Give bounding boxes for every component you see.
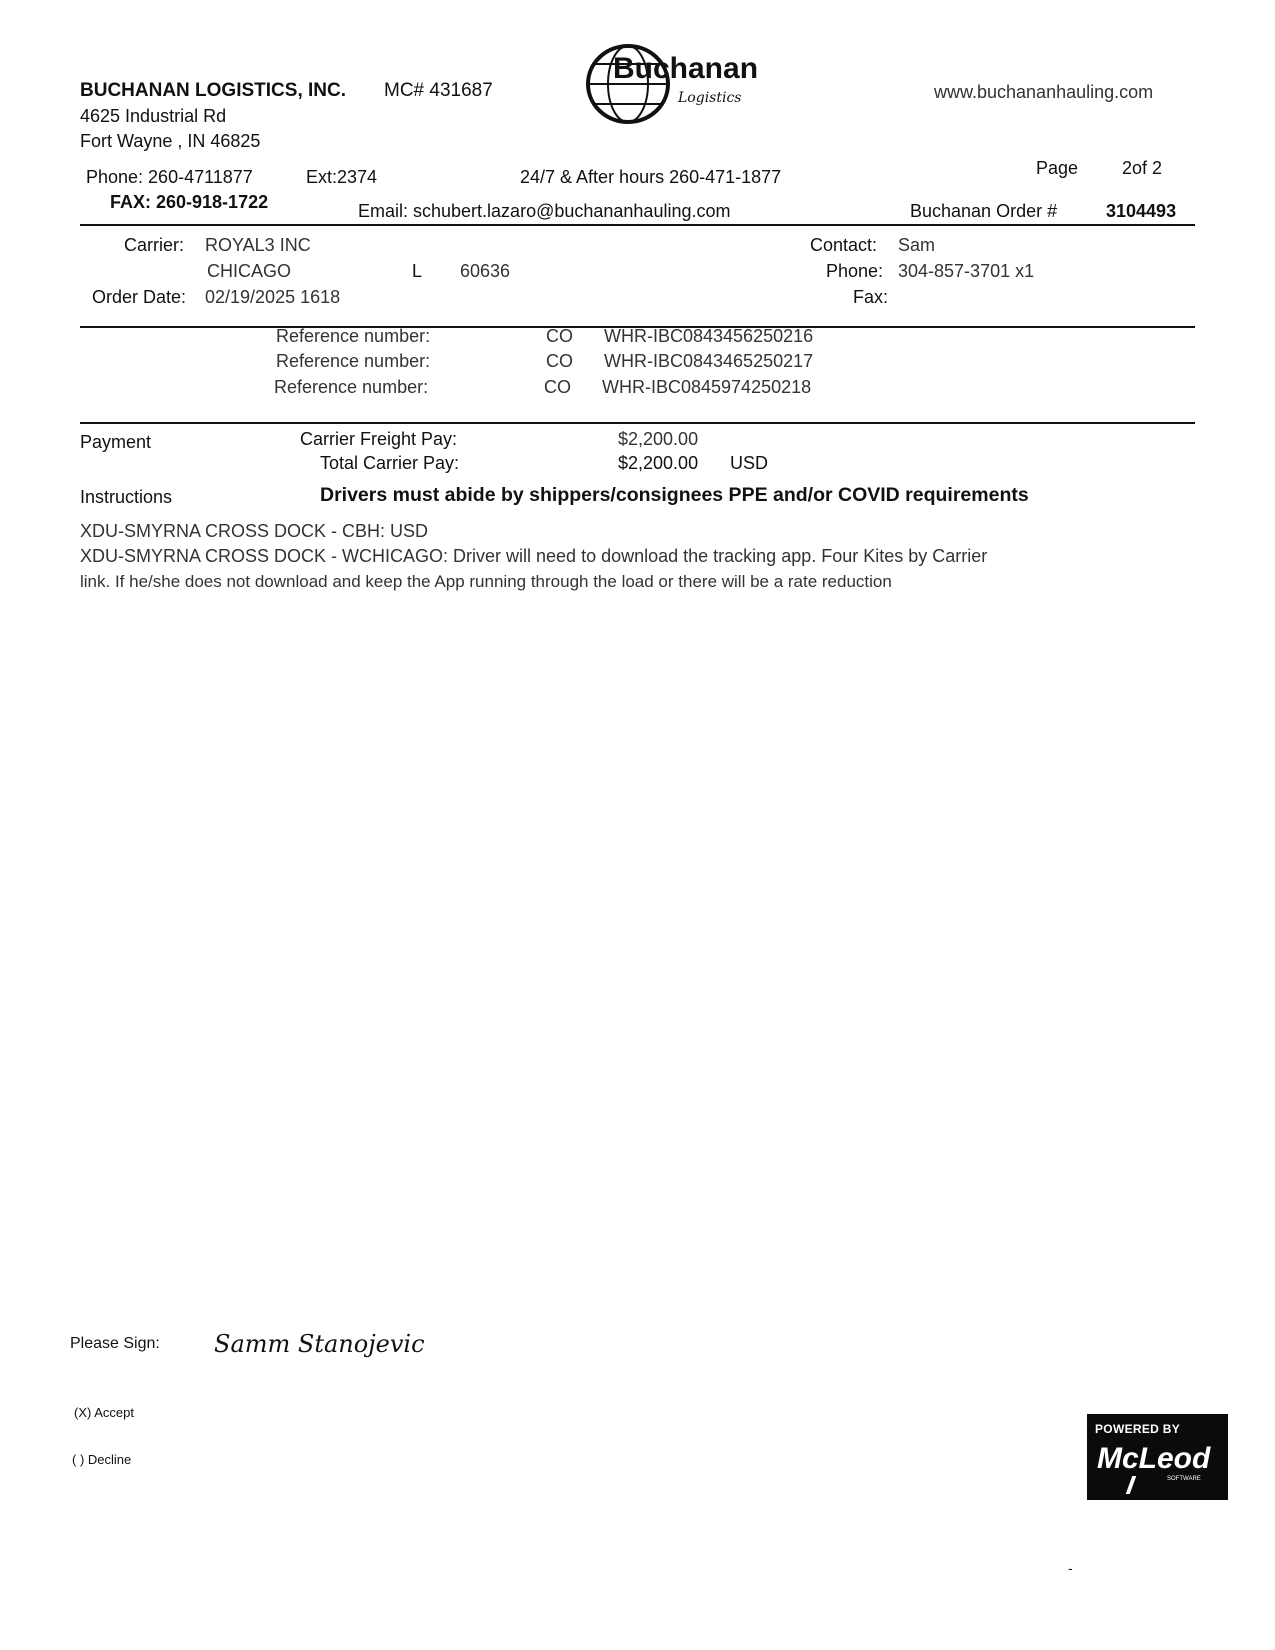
carrier-state: L — [412, 261, 423, 281]
order-label: Buchanan Order # — [910, 201, 1058, 221]
freight-pay-value: $2,200.00 — [618, 429, 699, 449]
footer-mark: - — [1068, 1560, 1073, 1576]
payment-label: Payment — [80, 432, 152, 452]
accept-option[interactable]: (X) Accept — [74, 1405, 134, 1420]
total-pay-label: Total Carrier Pay: — [320, 453, 460, 473]
header-email[interactable]: Email: schubert.lazaro@buchananhauling.com — [358, 201, 731, 221]
carrier-phone-value: 304-857-3701 x1 — [898, 261, 1035, 281]
freight-pay-label: Carrier Freight Pay: — [300, 429, 458, 449]
globe-logo-icon — [583, 42, 763, 126]
powered-by-mcleod-badge — [1087, 1414, 1228, 1500]
instructions-label: Instructions — [80, 487, 173, 507]
reference-code: CO — [544, 377, 571, 397]
header-divider — [80, 224, 1195, 226]
currency-label: USD — [730, 453, 769, 473]
contact-label: Contact: — [810, 235, 878, 255]
reference-divider — [80, 422, 1195, 424]
reference-value: WHR-IBC0845974250218 — [602, 377, 812, 397]
order-date-label: Order Date: — [92, 287, 187, 307]
instruction-line-1: XDU-SMYRNA CROSS DOCK - CBH: USD — [80, 521, 429, 541]
reference-value: WHR-IBC0843465250217 — [604, 351, 814, 371]
page-label: Page — [1036, 158, 1079, 178]
website[interactable]: www.buchananhauling.com — [934, 82, 1154, 102]
reference-value: WHR-IBC0843456250216 — [604, 326, 814, 346]
page-value: 2of 2 — [1122, 158, 1163, 178]
instructions-headline: Drivers must abide by shippers/consignees PPE and/or COVID requirements — [320, 484, 1029, 506]
after-hours-phone: 24/7 & After hours 260-471-1877 — [520, 167, 782, 187]
header-ext: Ext:2374 — [306, 167, 378, 187]
signature: Samm Stanojevic — [214, 1330, 425, 1358]
carrier-zip: 60636 — [460, 261, 511, 281]
logo-tagline: Logistics — [678, 90, 742, 106]
logo-wordmark: Buchanan — [613, 52, 759, 85]
header-fax: FAX: 260-918-1722 — [110, 192, 269, 212]
slash-icon — [1126, 1476, 1137, 1494]
mcleod-sub: SOFTWARE — [1167, 1476, 1201, 1482]
reference-code: CO — [546, 326, 573, 346]
carrier-name: ROYAL3 INC — [205, 235, 311, 255]
mc-number: MC# 431687 — [384, 80, 493, 101]
mcleod-brand: McLeod — [1097, 1442, 1211, 1475]
carrier-label: Carrier: — [124, 235, 185, 255]
please-sign-label: Please Sign: — [70, 1335, 160, 1352]
company-name: BUCHANAN LOGISTICS, INC. — [80, 80, 346, 101]
carrier-fax-label: Fax: — [853, 287, 889, 307]
total-pay-value: $2,200.00 — [618, 453, 699, 473]
decline-option[interactable]: ( ) Decline — [72, 1452, 132, 1467]
carrier-city: CHICAGO — [207, 261, 292, 281]
contact-value: Sam — [898, 235, 936, 255]
address-line-2: Fort Wayne , IN 46825 — [80, 131, 261, 151]
reference-label: Reference number: — [276, 326, 431, 346]
header-phone: Phone: 260-4711877 — [86, 167, 253, 187]
reference-label: Reference number: — [276, 351, 431, 371]
instruction-line-2: XDU-SMYRNA CROSS DOCK - WCHICAGO: Driver will need to download the tracking app. Four Kites by Carrier — [80, 546, 988, 566]
order-number: 3104493 — [1106, 201, 1177, 221]
reference-code: CO — [546, 351, 573, 371]
powered-by-label: POWERED BY — [1095, 1422, 1181, 1436]
order-date-value: 02/19/2025 1618 — [205, 287, 341, 307]
address-line-1: 4625 Industrial Rd — [80, 106, 227, 126]
carrier-phone-label: Phone: — [826, 261, 884, 281]
reference-label: Reference number: — [274, 377, 429, 397]
buchanan-logo — [583, 42, 763, 126]
instruction-line-3: link. If he/she does not download and keep the App running through the load or there will be a rate reduction — [80, 572, 892, 591]
